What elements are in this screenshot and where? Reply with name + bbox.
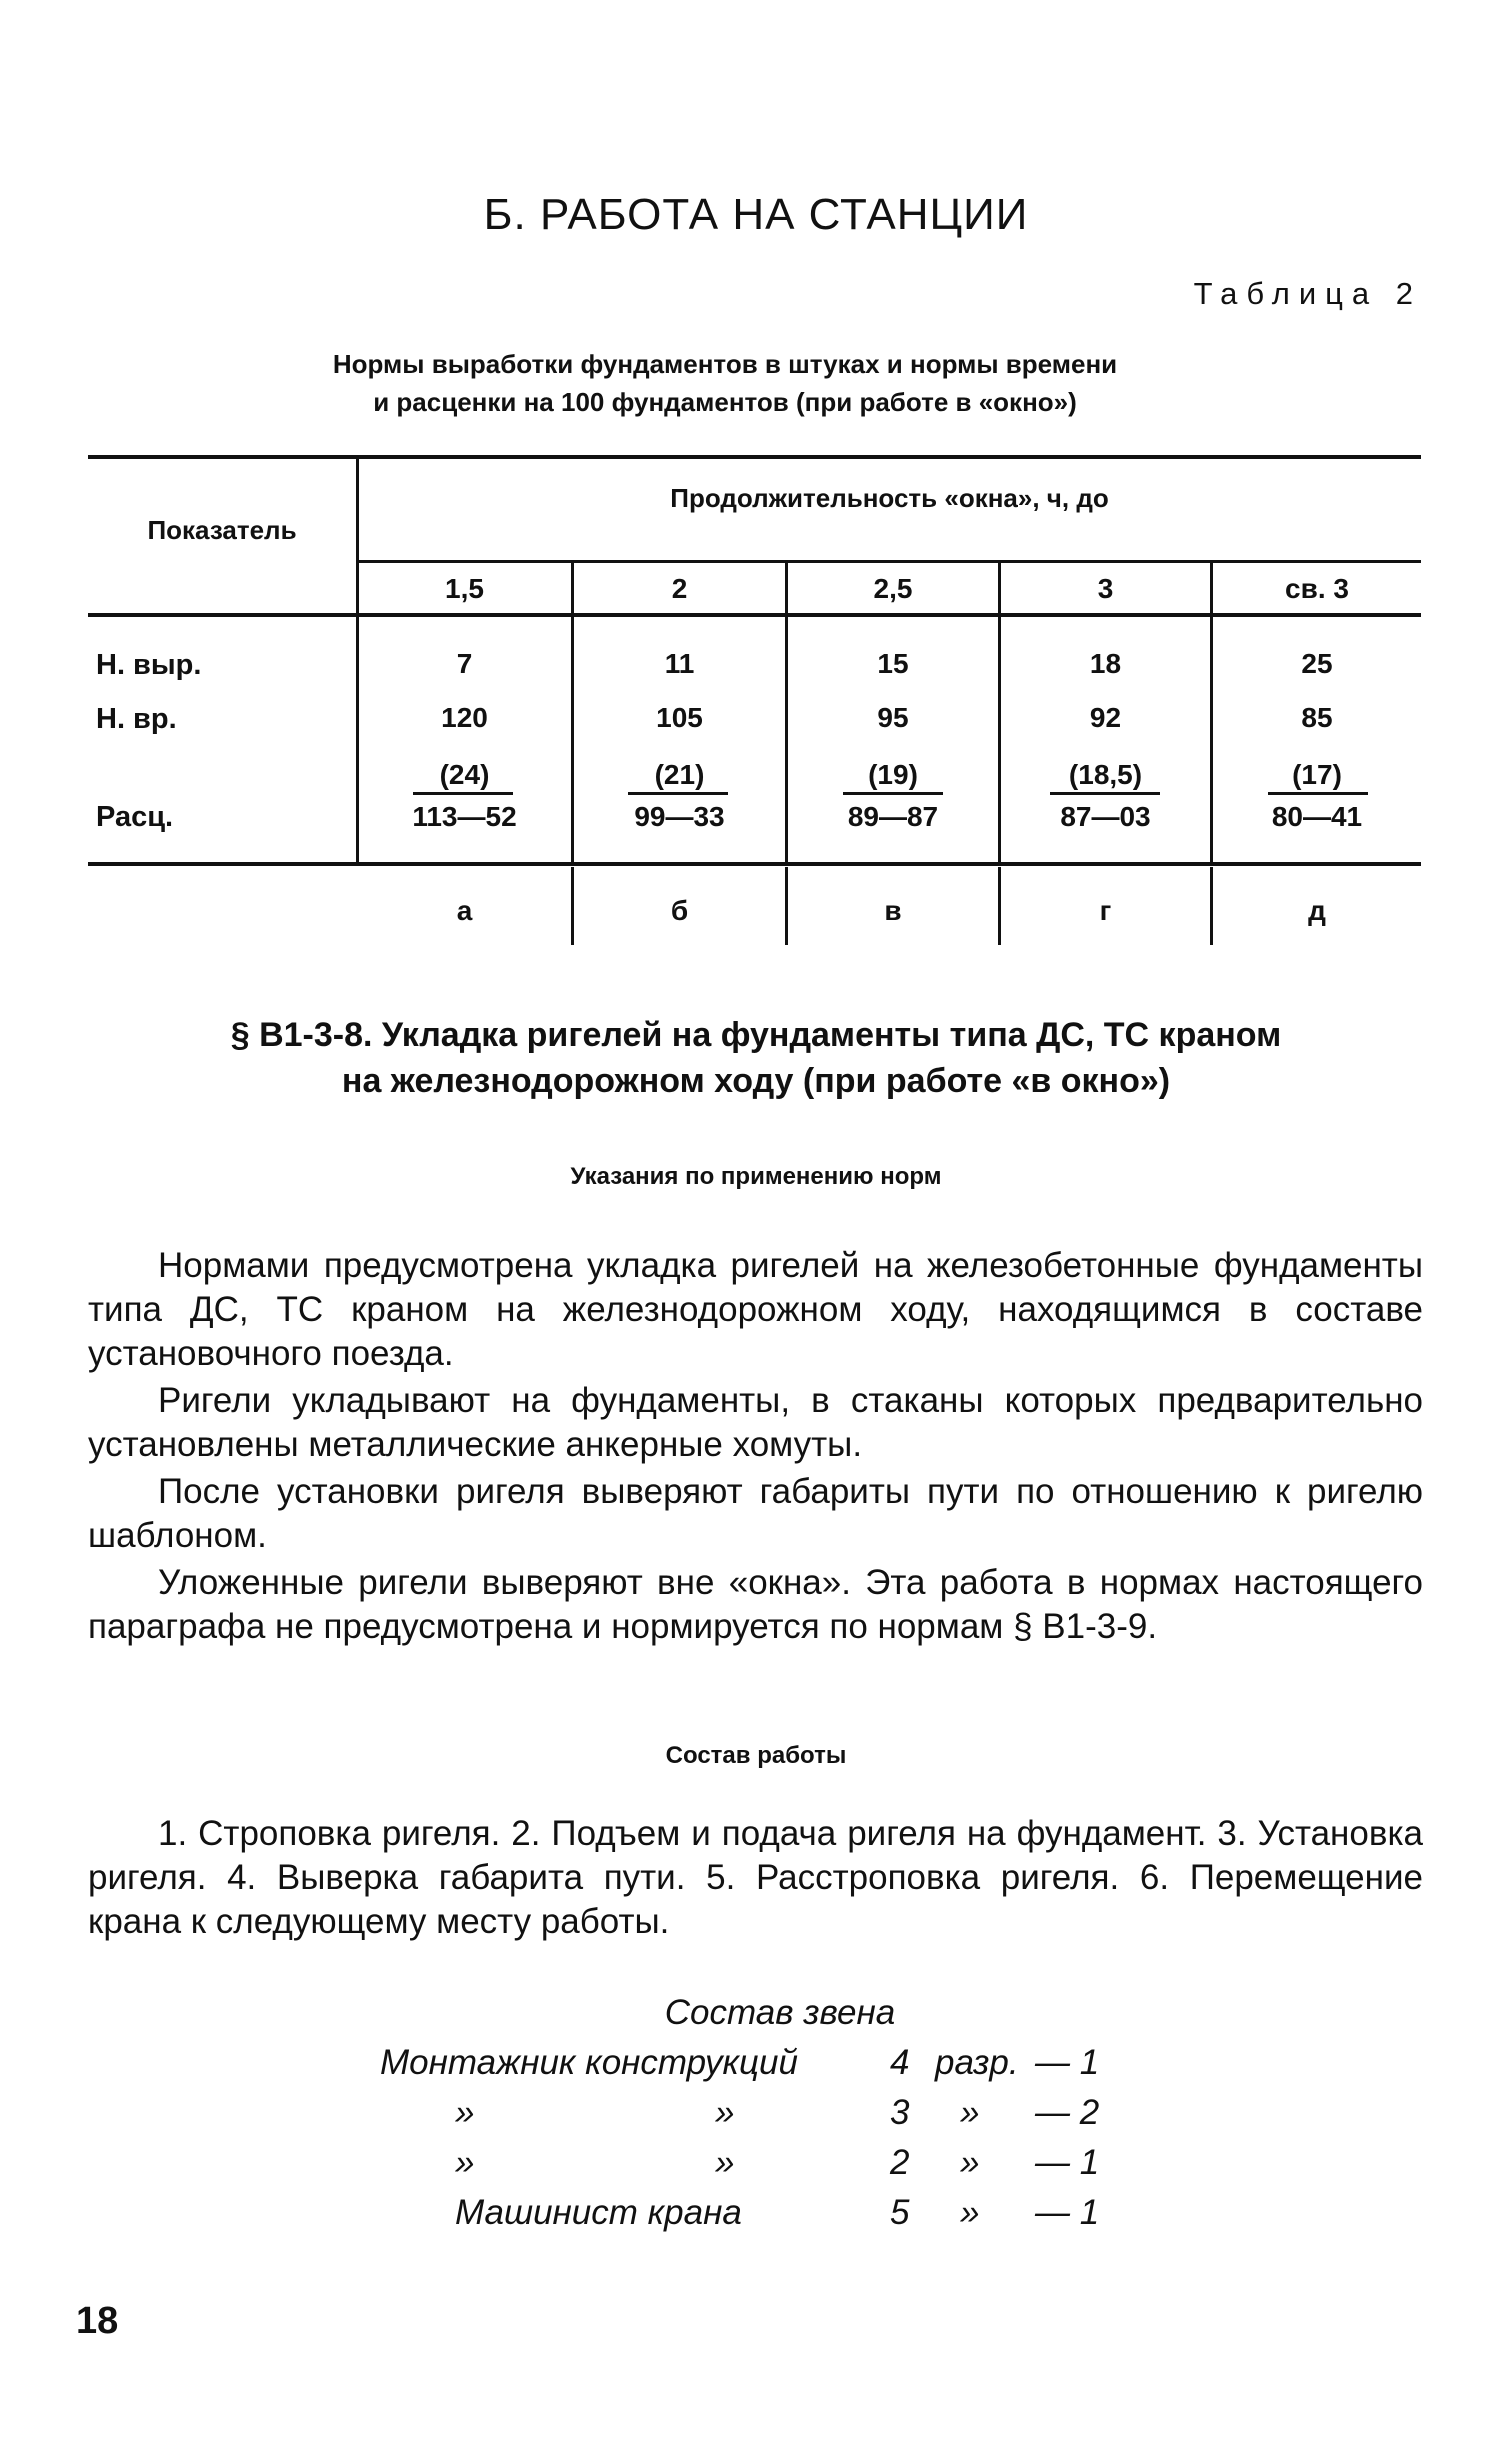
crew-unit: » (960, 2143, 980, 2182)
fraction-bar (1050, 792, 1160, 795)
guidance-paragraph: После установки ригеля выверяют габариты пути по отношению к ригелю шаблоном. (88, 1472, 1423, 1555)
guidance-paragraph: Уложенные ригели выверяют вне «окна». Эта работа в нормах настоящего параграфа не предусмотрена и нормируется по нормам § В1-3-9. (88, 1563, 1423, 1646)
table-cell: 120 (441, 702, 488, 733)
table-bottom-rule (88, 862, 1421, 866)
table-label: Таблица 2 (1193, 276, 1422, 311)
crew-row (360, 2088, 1160, 2138)
rate-fraction: (19) (868, 759, 918, 790)
guidance-paragraph: Нормами предусмотрена укладка ригелей на железобетонные фундаменты типа ДС, ТС краном на железнодорожном ходу, находящимся в составе установочного поезда. (88, 1246, 1423, 1373)
table-caption-line: Нормы выработки фундаментов в штуках и нормы времени (332, 349, 1118, 379)
rate-fraction: (21) (654, 759, 705, 790)
rate-fraction: (18,5) (1068, 759, 1143, 790)
guidance-text (88, 1244, 1423, 1652)
section-title: Б. РАБОТА НА СТАНЦИИ (483, 190, 1029, 239)
column-letter: д (1308, 895, 1326, 926)
table-cell: 95 (877, 702, 909, 733)
paragraph-title-line: § В1-3-8. Укладка ригелей на фундаменты типа ДС, ТС краном (230, 1016, 1282, 1054)
fraction-bar (843, 792, 943, 795)
crew-row (360, 2038, 1160, 2088)
fraction-bar (1268, 792, 1368, 795)
crew-unit: » (960, 2093, 980, 2132)
column-letter: а (456, 895, 473, 926)
column-letter: в (884, 895, 902, 926)
crew-count: — 2 (1035, 2093, 1100, 2132)
crew-role: Монтажник конструкций (380, 2043, 798, 2082)
table-cell: 87—03 (1060, 801, 1151, 832)
rate-fraction: (17) (1292, 759, 1342, 790)
crew-ditto: » (455, 2143, 475, 2182)
table-cell: 7 (456, 648, 473, 679)
column-header: 2,5 (873, 573, 913, 604)
row-label: Расц. (96, 801, 174, 833)
crew-unit: разр. (935, 2043, 1019, 2082)
table-cell: 99—33 (634, 801, 725, 832)
work-text (88, 1812, 1423, 1947)
crew-ditto: » (715, 2093, 735, 2132)
crew-grade: 5 (890, 2193, 910, 2232)
norms-table (88, 455, 1421, 945)
table-header-rule (88, 613, 1421, 617)
table-cell: 105 (656, 702, 703, 733)
crew-row (360, 2138, 1160, 2188)
crew-block (360, 1988, 1160, 2238)
crew-ditto: » (455, 2093, 475, 2132)
crew-unit: » (960, 2193, 980, 2232)
crew-role: Машинист крана (455, 2193, 742, 2232)
rate-fraction: (24) (439, 759, 490, 790)
crew-ditto: » (715, 2143, 735, 2182)
table-cell: 89—87 (847, 801, 939, 832)
table-cell: 25 (1301, 648, 1333, 679)
crew-grade: 3 (890, 2093, 910, 2132)
column-header: св. 3 (1285, 573, 1349, 604)
table-top-rule (88, 455, 1421, 459)
fraction-bar (413, 792, 513, 795)
page-number: 18 (76, 2300, 119, 2342)
header-indicator: Показатель (147, 515, 297, 545)
table-caption-line: и расценки на 100 фундаментов (при работе в «окно») (373, 387, 1077, 417)
column-letter: г (1099, 895, 1112, 926)
column-header: 1,5 (445, 573, 484, 604)
crew-count: — 1 (1035, 2043, 1100, 2082)
guidance-paragraph: Ригели укладывают на фундаменты, в стаканы которых предварительно установлены металлические анкерные хомуты. (88, 1381, 1423, 1464)
paragraph-title (0, 1012, 1512, 1104)
table-cell: 18 (1089, 648, 1122, 679)
table-cell: 80—41 (1271, 801, 1363, 832)
crew-grade: 2 (890, 2143, 910, 2182)
column-header: 3 (1097, 573, 1114, 604)
fraction-bar (628, 792, 728, 795)
row-label: Н. выр. (96, 649, 202, 681)
crew-count: — 1 (1035, 2193, 1100, 2232)
guidance-heading: Указания по применению норм (570, 1163, 942, 1190)
table-cell: 85 (1301, 702, 1333, 733)
crew-heading: Состав звена (664, 1993, 896, 2032)
work-heading: Состав работы (665, 1742, 847, 1769)
column-header: 2 (671, 573, 688, 604)
table-cell: 113—52 (412, 801, 517, 832)
table-caption (200, 345, 1250, 421)
paragraph-title-line: на железнодорожном ходу (при работе «в окно») (341, 1062, 1171, 1100)
table-cell: 15 (877, 648, 909, 679)
work-paragraph: 1. Строповка ригеля. 2. Подъем и подача ригеля на фундамент. 3. Установка ригеля. 4. Выверка габарита пути. 5. Расстроповка ригеля. 6. Перемещение крана к следующему месту работы. (88, 1814, 1423, 1941)
crew-row (360, 2188, 1160, 2238)
table-cell: 92 (1089, 702, 1122, 733)
crew-count: — 1 (1035, 2143, 1100, 2182)
table-subheader-rule (358, 560, 1421, 563)
crew-grade: 4 (890, 2043, 910, 2082)
column-letter: б (670, 895, 689, 926)
table-cell: 11 (664, 648, 695, 679)
header-group: Продолжительность «окна», ч, до (670, 483, 1109, 513)
row-label: Н. вр. (96, 703, 177, 735)
